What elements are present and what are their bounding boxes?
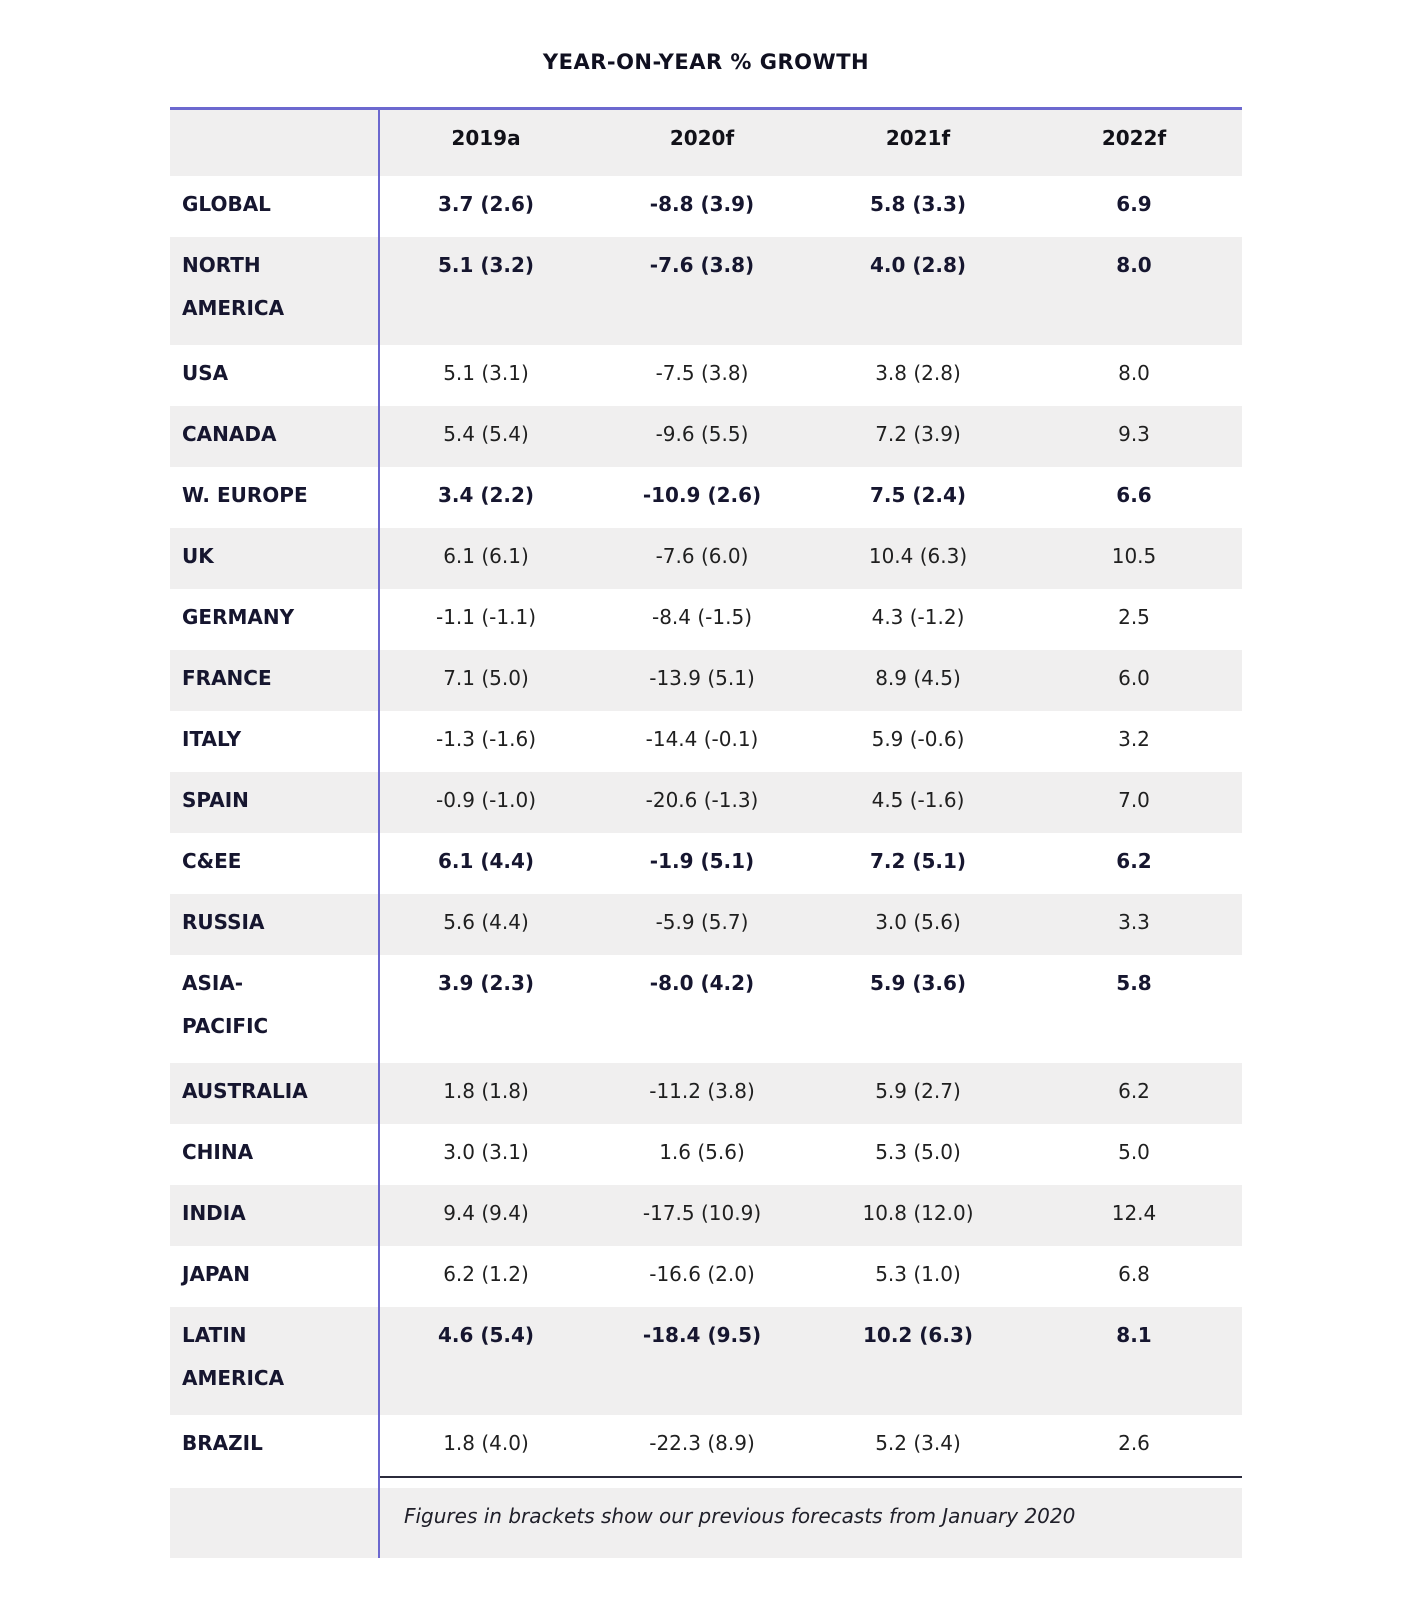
value-cell: 1.8 (1.8) bbox=[443, 1079, 529, 1103]
value-cell: -18.4 (9.5) bbox=[642, 1323, 762, 1347]
value-cell: 6.2 bbox=[1116, 849, 1152, 873]
value-cell: 3.0 (5.6) bbox=[875, 910, 961, 934]
row-label-line: BRAZIL bbox=[182, 1431, 263, 1455]
value-cell: 10.4 (6.3) bbox=[868, 544, 968, 568]
value-cell: 10.8 (12.0) bbox=[862, 1201, 974, 1225]
value-cell: 3.4 (2.2) bbox=[437, 483, 535, 507]
value-cell: 6.1 (4.4) bbox=[437, 849, 535, 873]
table-row-russia bbox=[170, 894, 1242, 955]
value-cell: 5.8 bbox=[1116, 971, 1152, 995]
value-cell: 5.0 bbox=[1118, 1140, 1150, 1164]
value-cell: -16.6 (2.0) bbox=[649, 1262, 755, 1286]
value-cell: -0.9 (-1.0) bbox=[435, 788, 536, 812]
row-label bbox=[170, 406, 378, 467]
row-label bbox=[170, 772, 378, 833]
value-cell: -10.9 (2.6) bbox=[642, 483, 762, 507]
value-cell: -1.9 (5.1) bbox=[649, 849, 755, 873]
value-cell: 8.0 bbox=[1118, 361, 1150, 385]
value-cell: 5.9 (-0.6) bbox=[871, 727, 965, 751]
table-row-canada bbox=[170, 406, 1242, 467]
value-cell: 7.2 (5.1) bbox=[869, 849, 967, 873]
row-label bbox=[170, 833, 378, 894]
value-cell: 2.6 bbox=[1118, 1431, 1150, 1455]
value-cell: 3.0 (3.1) bbox=[443, 1140, 529, 1164]
value-cell: -1.1 (-1.1) bbox=[435, 605, 536, 629]
value-cell: 6.0 bbox=[1118, 666, 1150, 690]
column-header-2020f: 2020f bbox=[669, 126, 735, 150]
row-label-line: USA bbox=[182, 361, 229, 385]
row-label bbox=[170, 528, 378, 589]
table-row-japan bbox=[170, 1246, 1242, 1307]
table-row-france bbox=[170, 650, 1242, 711]
value-cell: 4.5 (-1.6) bbox=[871, 788, 965, 812]
value-cell: -8.4 (-1.5) bbox=[651, 605, 752, 629]
value-cell: 1.6 (5.6) bbox=[659, 1140, 745, 1164]
value-cell: 3.2 bbox=[1118, 727, 1150, 751]
value-cell: 9.3 bbox=[1118, 422, 1150, 446]
table-row-usa bbox=[170, 345, 1242, 406]
value-cell: 5.1 (3.2) bbox=[437, 253, 535, 277]
value-cell: 6.2 (1.2) bbox=[443, 1262, 529, 1286]
table-row-spain bbox=[170, 772, 1242, 833]
row-label-line: NORTH bbox=[182, 253, 261, 277]
value-cell: 6.1 (6.1) bbox=[443, 544, 529, 568]
value-cell: -17.5 (10.9) bbox=[642, 1201, 762, 1225]
row-label bbox=[170, 467, 378, 528]
value-cell: -9.6 (5.5) bbox=[655, 422, 749, 446]
value-cell: 8.0 bbox=[1116, 253, 1152, 277]
row-label-line: AMERICA bbox=[182, 296, 285, 320]
value-cell: -7.6 (3.8) bbox=[649, 253, 755, 277]
value-cell: 3.9 (2.3) bbox=[437, 971, 535, 995]
value-cell: 5.1 (3.1) bbox=[443, 361, 529, 385]
value-cell: -14.4 (-0.1) bbox=[645, 727, 759, 751]
row-label-line: CHINA bbox=[182, 1140, 254, 1164]
value-cell: 5.9 (2.7) bbox=[875, 1079, 961, 1103]
table-row-latin-america bbox=[170, 1307, 1242, 1415]
footnote-empty-cell bbox=[170, 1488, 378, 1558]
value-cell: 6.9 bbox=[1116, 192, 1152, 216]
row-label bbox=[170, 176, 378, 237]
row-label bbox=[170, 1415, 378, 1476]
value-cell: -8.0 (4.2) bbox=[649, 971, 755, 995]
row-label bbox=[170, 955, 378, 1063]
footnote-row bbox=[170, 1488, 1242, 1558]
row-label-line: ITALY bbox=[182, 727, 242, 751]
row-label-line: SPAIN bbox=[182, 788, 249, 812]
row-label bbox=[170, 1246, 378, 1307]
table-rows-container bbox=[170, 110, 1242, 1558]
value-cell: 1.8 (4.0) bbox=[443, 1431, 529, 1455]
value-cell: 4.0 (2.8) bbox=[869, 253, 967, 277]
value-cell: -7.6 (6.0) bbox=[655, 544, 749, 568]
table-row-north-america bbox=[170, 237, 1242, 345]
footnote-rule-line bbox=[378, 1476, 1242, 1478]
value-cell: 8.1 bbox=[1116, 1323, 1152, 1347]
row-label bbox=[170, 650, 378, 711]
value-cell: 10.2 (6.3) bbox=[862, 1323, 974, 1347]
column-header-2022f: 2022f bbox=[1101, 126, 1167, 150]
value-cell: 12.4 bbox=[1111, 1201, 1157, 1225]
row-label-line: INDIA bbox=[182, 1201, 246, 1225]
value-cell: -20.6 (-1.3) bbox=[645, 788, 759, 812]
row-label bbox=[170, 1124, 378, 1185]
value-cell: 7.2 (3.9) bbox=[875, 422, 961, 446]
value-cell: 5.2 (3.4) bbox=[875, 1431, 961, 1455]
value-cell: 3.3 bbox=[1118, 910, 1150, 934]
row-label-line: UK bbox=[182, 544, 214, 568]
table-row-india bbox=[170, 1185, 1242, 1246]
value-cell: -7.5 (3.8) bbox=[655, 361, 749, 385]
table-row-australia bbox=[170, 1063, 1242, 1124]
row-label bbox=[170, 345, 378, 406]
table-row-c-ee bbox=[170, 833, 1242, 894]
value-cell: 5.3 (5.0) bbox=[875, 1140, 961, 1164]
value-cell: 10.5 bbox=[1111, 544, 1157, 568]
row-label bbox=[170, 711, 378, 772]
row-label-line: C&EE bbox=[182, 849, 242, 873]
value-cell: 5.6 (4.4) bbox=[443, 910, 529, 934]
value-cell: -13.9 (5.1) bbox=[649, 666, 755, 690]
value-cell: 8.9 (4.5) bbox=[875, 666, 961, 690]
value-cell: 6.8 bbox=[1118, 1262, 1150, 1286]
table-row-global bbox=[170, 176, 1242, 237]
header-empty-cell bbox=[170, 110, 378, 176]
value-cell: 5.8 (3.3) bbox=[869, 192, 967, 216]
footnote-rule-spacer bbox=[170, 1476, 1242, 1488]
value-cell: -11.2 (3.8) bbox=[649, 1079, 755, 1103]
table-row-asia-pacific bbox=[170, 955, 1242, 1063]
growth-forecast-table bbox=[170, 107, 1242, 1558]
value-cell: -5.9 (5.7) bbox=[655, 910, 749, 934]
table-row-germany bbox=[170, 589, 1242, 650]
value-cell: -8.8 (3.9) bbox=[649, 192, 755, 216]
row-label bbox=[170, 589, 378, 650]
value-cell: 4.3 (-1.2) bbox=[871, 605, 965, 629]
column-header-2021f: 2021f bbox=[885, 126, 951, 150]
value-cell: 7.1 (5.0) bbox=[443, 666, 529, 690]
table-row-china bbox=[170, 1124, 1242, 1185]
value-cell: 5.4 (5.4) bbox=[443, 422, 529, 446]
row-label-line: GLOBAL bbox=[182, 192, 271, 216]
row-label-line: LATIN bbox=[182, 1323, 247, 1347]
value-cell: 3.7 (2.6) bbox=[437, 192, 535, 216]
value-cell: 6.6 bbox=[1116, 483, 1152, 507]
row-label bbox=[170, 1185, 378, 1246]
row-label-line: W. EUROPE bbox=[182, 483, 308, 507]
value-cell: 9.4 (9.4) bbox=[443, 1201, 529, 1225]
value-cell: 3.8 (2.8) bbox=[875, 361, 961, 385]
value-cell: -1.3 (-1.6) bbox=[435, 727, 536, 751]
page-title: YEAR-ON-YEAR % GROWTH bbox=[542, 50, 870, 74]
column-header-2019a: 2019a bbox=[451, 126, 521, 150]
row-label bbox=[170, 1063, 378, 1124]
table-row-uk bbox=[170, 528, 1242, 589]
row-label-line: JAPAN bbox=[182, 1262, 250, 1286]
row-label-line: PACIFIC bbox=[182, 1014, 269, 1038]
row-label-line: RUSSIA bbox=[182, 910, 265, 934]
row-label bbox=[170, 1307, 378, 1415]
row-label-line: ASIA- bbox=[182, 971, 244, 995]
row-label bbox=[170, 894, 378, 955]
value-cell: 7.5 (2.4) bbox=[869, 483, 967, 507]
value-cell: -22.3 (8.9) bbox=[649, 1431, 755, 1455]
row-label-line: CANADA bbox=[182, 422, 277, 446]
row-label bbox=[170, 237, 378, 345]
row-label-line: GERMANY bbox=[182, 605, 295, 629]
footnote-text: Figures in brackets show our previous forecasts from January 2020 bbox=[404, 1504, 1076, 1528]
value-cell: 2.5 bbox=[1118, 605, 1150, 629]
row-label-line: FRANCE bbox=[182, 666, 272, 690]
row-label-line: AUSTRALIA bbox=[182, 1079, 308, 1103]
column-divider-line bbox=[378, 107, 380, 1558]
value-cell: 6.2 bbox=[1118, 1079, 1150, 1103]
value-cell: 4.6 (5.4) bbox=[437, 1323, 535, 1347]
value-cell: 5.3 (1.0) bbox=[875, 1262, 961, 1286]
table-row-italy bbox=[170, 711, 1242, 772]
table-row-w-europe bbox=[170, 467, 1242, 528]
value-cell: 7.0 bbox=[1118, 788, 1150, 812]
row-label-line: AMERICA bbox=[182, 1366, 285, 1390]
table-header-row bbox=[170, 110, 1242, 176]
table-row-brazil bbox=[170, 1415, 1242, 1476]
value-cell: 5.9 (3.6) bbox=[869, 971, 967, 995]
